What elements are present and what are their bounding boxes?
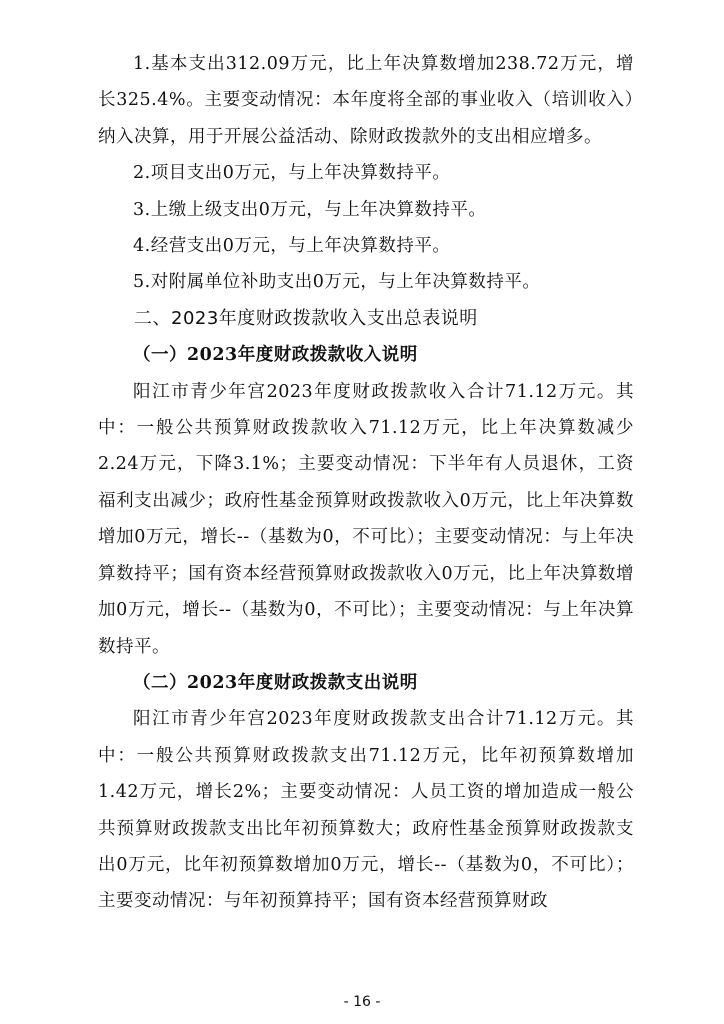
section-heading-2: 二、2023年度财政拨款收入支出总表说明 xyxy=(134,307,478,329)
paragraph-subsidy-affiliates: 5.对附属单位补助支出0万元，与上年决算数持平。 xyxy=(133,272,541,293)
paragraph-remit-superior: 3.上缴上级支出0万元，与上年决算数持平。 xyxy=(133,199,487,220)
paragraph-income-description: 阳江市青少年宫2023年度财政拨款收入合计71.12万元。其中：一般公共预算财政拨款收入71.12万元，比上年决算数减少2.24万元，下降3.1%；主要变动情况：下半年有人员退休，工资福利支出减少；政府性基金预算财政拨款收入0万元，比上年决算数增加0万元，增长--（基数为0，不可比）；主要变动情况：与上年决算数持平；国有资本经营预算财政拨款收入0万元，比上年决算数增加0万元，增长--（基数为0，不可比）；主要变动情况：与上年决算数持平。 xyxy=(98,381,634,657)
paragraph-operating-expenditure: 4.经营支出0万元，与上年决算数持平。 xyxy=(133,236,451,257)
paragraph-basic-expenditure: 1.基本支出312.09万元，比上年决算数增加238.72万元，增长325.4%。主要变动情况：本年度将全部的事业收入（培训收入）纳入决算，用于开展公益活动、除财政拨款外的支出相应增多。 xyxy=(98,54,634,147)
subsection-heading-expenditure: （二）2023年度财政拨款支出说明 xyxy=(133,672,418,693)
subsection-heading-income: （一）2023年度财政拨款收入说明 xyxy=(133,345,418,366)
paragraph-project-expenditure: 2.项目支出0万元，与上年决算数持平。 xyxy=(133,163,451,184)
paragraph-expenditure-description: 阳江市青少年宫2023年度财政拨款支出合计71.12万元。其中：一般公共预算财政拨款支出71.12万元，比年初预算数增加1.42万元，增长2%；主要变动情况：人员工资的增加造成一般公共预算财政拨款支出比年初预算数大；政府性基金预算财政拨款支出0万元，比年初预算数增加0万元，增长--（基数为0，不可比）；主要变动情况：与年初预算持平；国有资本经营预算财政 xyxy=(98,709,634,912)
page-number: - 16 - xyxy=(343,994,381,1010)
page-body xyxy=(98,46,634,920)
